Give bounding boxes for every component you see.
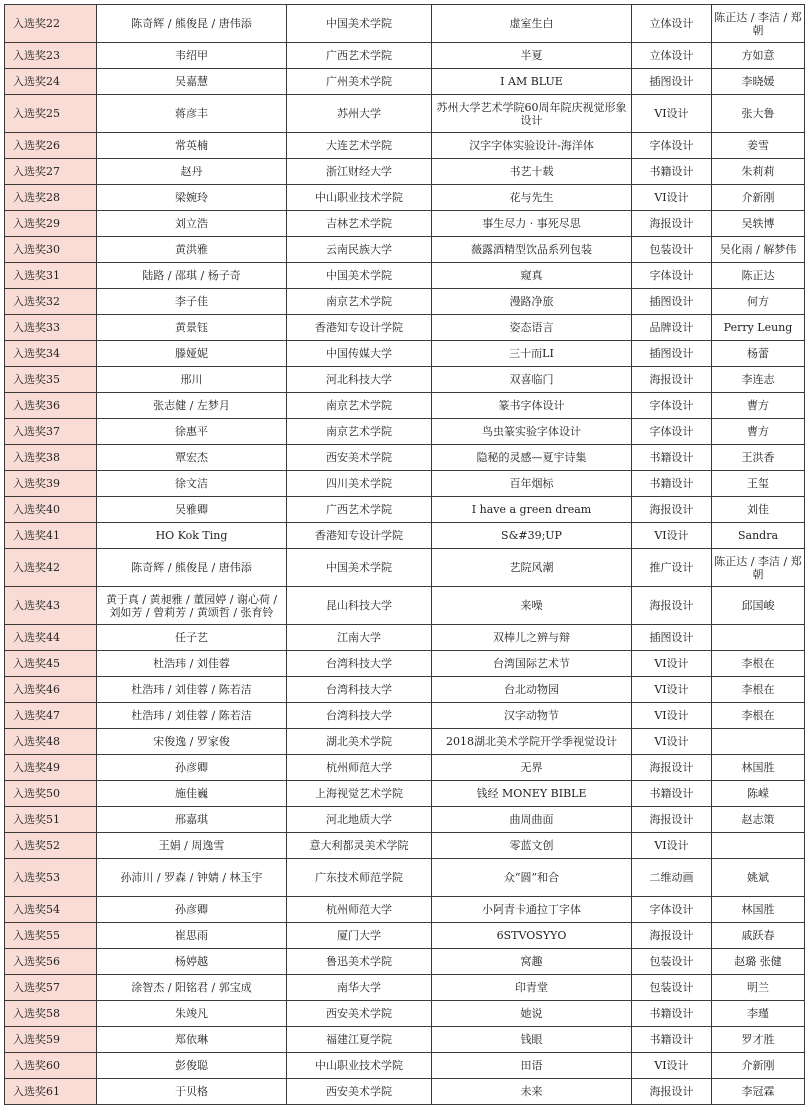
school-cell: 南京艺术学院	[287, 393, 432, 419]
school-cell: 南京艺术学院	[287, 289, 432, 315]
school-cell: 杭州师范大学	[287, 897, 432, 923]
work-title-cell: 书艺十载	[432, 159, 632, 185]
table-row	[5, 923, 805, 949]
award-cell: 入选奖46	[5, 677, 97, 703]
work-title-cell: 田语	[432, 1053, 632, 1079]
work-title-cell: 小阿青卡通拉丁字体	[432, 897, 632, 923]
author-cell: 陈奇辉 / 熊俊昆 / 唐伟添	[97, 549, 287, 587]
school-cell: 南华大学	[287, 975, 432, 1001]
author-cell: 于贝格	[97, 1079, 287, 1105]
category-cell: VI设计	[632, 95, 712, 133]
table-row	[5, 1027, 805, 1053]
work-title-cell: 苏州大学艺术学院60周年院庆视觉形象设计	[432, 95, 632, 133]
school-cell: 河北地质大学	[287, 807, 432, 833]
award-cell: 入选奖33	[5, 315, 97, 341]
author-cell: 朱竣凡	[97, 1001, 287, 1027]
author-cell: 彭俊聪	[97, 1053, 287, 1079]
award-table-body	[5, 5, 805, 1105]
category-cell: VI设计	[632, 729, 712, 755]
advisor-cell: 李冠霖	[712, 1079, 805, 1105]
author-cell: 崔思雨	[97, 923, 287, 949]
award-cell: 入选奖55	[5, 923, 97, 949]
author-cell: 徐文洁	[97, 471, 287, 497]
work-title-cell: 她说	[432, 1001, 632, 1027]
work-title-cell: 双喜临门	[432, 367, 632, 393]
advisor-cell: 曹方	[712, 393, 805, 419]
category-cell: 书籍设计	[632, 159, 712, 185]
award-cell: 入选奖42	[5, 549, 97, 587]
table-row	[5, 1053, 805, 1079]
advisor-cell: 王玺	[712, 471, 805, 497]
advisor-cell: 明兰	[712, 975, 805, 1001]
category-cell: 字体设计	[632, 419, 712, 445]
school-cell: 四川美术学院	[287, 471, 432, 497]
table-row	[5, 237, 805, 263]
author-cell: HO Kok Ting	[97, 523, 287, 549]
work-title-cell: 隐秘的灵感—夏宇诗集	[432, 445, 632, 471]
award-cell: 入选奖56	[5, 949, 97, 975]
award-cell: 入选奖30	[5, 237, 97, 263]
category-cell: 插图设计	[632, 625, 712, 651]
advisor-cell: 李瑾	[712, 1001, 805, 1027]
author-cell: 杨婷越	[97, 949, 287, 975]
category-cell: 包装设计	[632, 237, 712, 263]
author-cell: 吴雅卿	[97, 497, 287, 523]
table-row	[5, 949, 805, 975]
work-title-cell: 窝趣	[432, 949, 632, 975]
award-cell: 入选奖45	[5, 651, 97, 677]
author-cell: 陈奇辉 / 熊俊昆 / 唐伟添	[97, 5, 287, 43]
school-cell: 杭州师范大学	[287, 755, 432, 781]
school-cell: 昆山科技大学	[287, 587, 432, 625]
award-cell: 入选奖38	[5, 445, 97, 471]
category-cell: 二维动画	[632, 859, 712, 897]
category-cell: 书籍设计	[632, 445, 712, 471]
author-cell: 赵丹	[97, 159, 287, 185]
category-cell: 立体设计	[632, 5, 712, 43]
table-row	[5, 587, 805, 625]
category-cell: VI设计	[632, 677, 712, 703]
table-row	[5, 95, 805, 133]
work-title-cell: 台北动物园	[432, 677, 632, 703]
work-title-cell: S&#39;UP	[432, 523, 632, 549]
table-row	[5, 781, 805, 807]
category-cell: 海报设计	[632, 807, 712, 833]
school-cell: 上海视觉艺术学院	[287, 781, 432, 807]
category-cell: 海报设计	[632, 211, 712, 237]
work-title-cell: 窥真	[432, 263, 632, 289]
author-cell: 滕娅妮	[97, 341, 287, 367]
advisor-cell: 陈嵘	[712, 781, 805, 807]
school-cell: 河北科技大学	[287, 367, 432, 393]
work-title-cell: 事生尽力 · 事死尽思	[432, 211, 632, 237]
work-title-cell: 来噪	[432, 587, 632, 625]
award-cell: 入选奖47	[5, 703, 97, 729]
award-cell: 入选奖58	[5, 1001, 97, 1027]
category-cell: VI设计	[632, 833, 712, 859]
award-cell: 入选奖41	[5, 523, 97, 549]
school-cell: 香港知专设计学院	[287, 523, 432, 549]
school-cell: 云南民族大学	[287, 237, 432, 263]
advisor-cell: 吴化雨 / 解梦伟	[712, 237, 805, 263]
advisor-cell: 林国胜	[712, 897, 805, 923]
category-cell: 字体设计	[632, 393, 712, 419]
work-title-cell: 零蓝文创	[432, 833, 632, 859]
award-cell: 入选奖49	[5, 755, 97, 781]
category-cell: 包装设计	[632, 975, 712, 1001]
work-title-cell: 无界	[432, 755, 632, 781]
advisor-cell: 赵璐 张健	[712, 949, 805, 975]
table-row	[5, 625, 805, 651]
school-cell: 湖北美术学院	[287, 729, 432, 755]
advisor-cell: 李根在	[712, 677, 805, 703]
category-cell: VI设计	[632, 185, 712, 211]
school-cell: 台湾科技大学	[287, 677, 432, 703]
table-row	[5, 1001, 805, 1027]
category-cell: 字体设计	[632, 263, 712, 289]
table-row	[5, 159, 805, 185]
table-row	[5, 651, 805, 677]
work-title-cell: I have a green dream	[432, 497, 632, 523]
advisor-cell: 邱国峻	[712, 587, 805, 625]
table-row	[5, 393, 805, 419]
author-cell: 王娟 / 周逸雪	[97, 833, 287, 859]
advisor-cell: 介新刚	[712, 1053, 805, 1079]
work-title-cell: 姿态语言	[432, 315, 632, 341]
work-title-cell: 虚室生白	[432, 5, 632, 43]
author-cell: 郑依琳	[97, 1027, 287, 1053]
table-row	[5, 5, 805, 43]
table-row	[5, 523, 805, 549]
author-cell: 覃宏杰	[97, 445, 287, 471]
award-cell: 入选奖40	[5, 497, 97, 523]
category-cell: 插图设计	[632, 289, 712, 315]
award-cell: 入选奖37	[5, 419, 97, 445]
author-cell: 孙彦卿	[97, 897, 287, 923]
table-row	[5, 703, 805, 729]
award-cell: 入选奖27	[5, 159, 97, 185]
school-cell: 厦门大学	[287, 923, 432, 949]
advisor-cell: 陈正达	[712, 263, 805, 289]
advisor-cell: 陈正达 / 李洁 / 郑朝	[712, 549, 805, 587]
school-cell: 福建江夏学院	[287, 1027, 432, 1053]
table-row	[5, 975, 805, 1001]
table-row	[5, 549, 805, 587]
author-cell: 孙沛川 / 罗森 / 钟婧 / 林玉宇	[97, 859, 287, 897]
category-cell: 海报设计	[632, 923, 712, 949]
category-cell: 插图设计	[632, 341, 712, 367]
advisor-cell: 介新刚	[712, 185, 805, 211]
table-row	[5, 43, 805, 69]
table-row	[5, 897, 805, 923]
table-row	[5, 289, 805, 315]
advisor-cell: 何方	[712, 289, 805, 315]
award-cell: 入选奖39	[5, 471, 97, 497]
award-cell: 入选奖23	[5, 43, 97, 69]
work-title-cell: 汉字动物节	[432, 703, 632, 729]
award-cell: 入选奖44	[5, 625, 97, 651]
category-cell: 立体设计	[632, 43, 712, 69]
author-cell: 宋俊逸 / 罗家俊	[97, 729, 287, 755]
advisor-cell: 姚斌	[712, 859, 805, 897]
author-cell: 邢嘉琪	[97, 807, 287, 833]
award-cell: 入选奖28	[5, 185, 97, 211]
advisor-cell: 李连志	[712, 367, 805, 393]
award-cell: 入选奖35	[5, 367, 97, 393]
author-cell: 黄景钰	[97, 315, 287, 341]
category-cell: 插图设计	[632, 69, 712, 95]
author-cell: 施佳巍	[97, 781, 287, 807]
table-row	[5, 729, 805, 755]
advisor-cell: 姜雪	[712, 133, 805, 159]
advisor-cell: 王洪香	[712, 445, 805, 471]
work-title-cell: 薇露酒精型饮品系列包装	[432, 237, 632, 263]
author-cell: 杜浩玮 / 刘佳蓉 / 陈若洁	[97, 703, 287, 729]
author-cell: 邢川	[97, 367, 287, 393]
author-cell: 徐惠平	[97, 419, 287, 445]
work-title-cell: 艺院风潮	[432, 549, 632, 587]
school-cell: 浙江财经大学	[287, 159, 432, 185]
work-title-cell: 2018湖北美术学院开学季视觉设计	[432, 729, 632, 755]
category-cell: 推广设计	[632, 549, 712, 587]
work-title-cell: 篆书字体设计	[432, 393, 632, 419]
award-cell: 入选奖24	[5, 69, 97, 95]
table-row	[5, 263, 805, 289]
table-row	[5, 185, 805, 211]
category-cell: 海报设计	[632, 755, 712, 781]
school-cell: 台湾科技大学	[287, 703, 432, 729]
advisor-cell: 陈正达 / 李洁 / 郑朝	[712, 5, 805, 43]
award-cell: 入选奖53	[5, 859, 97, 897]
award-cell: 入选奖54	[5, 897, 97, 923]
category-cell: VI设计	[632, 523, 712, 549]
advisor-cell: 林国胜	[712, 755, 805, 781]
work-title-cell: 印青堂	[432, 975, 632, 1001]
award-cell: 入选奖52	[5, 833, 97, 859]
work-title-cell: I AM BLUE	[432, 69, 632, 95]
author-cell: 梁婉玲	[97, 185, 287, 211]
table-row	[5, 133, 805, 159]
category-cell: VI设计	[632, 703, 712, 729]
advisor-cell	[712, 729, 805, 755]
table-row	[5, 419, 805, 445]
author-cell: 陆路 / 邵琪 / 杨子奇	[97, 263, 287, 289]
advisor-cell	[712, 625, 805, 651]
advisor-cell: 朱莉莉	[712, 159, 805, 185]
table-row	[5, 445, 805, 471]
award-cell: 入选奖32	[5, 289, 97, 315]
author-cell: 李子佳	[97, 289, 287, 315]
advisor-cell: 李晓媛	[712, 69, 805, 95]
award-cell: 入选奖57	[5, 975, 97, 1001]
advisor-cell: 张大鲁	[712, 95, 805, 133]
award-cell: 入选奖36	[5, 393, 97, 419]
school-cell: 鲁迅美术学院	[287, 949, 432, 975]
category-cell: 品牌设计	[632, 315, 712, 341]
table-row	[5, 341, 805, 367]
table-row	[5, 1079, 805, 1105]
school-cell: 吉林艺术学院	[287, 211, 432, 237]
advisor-cell: 李根在	[712, 703, 805, 729]
table-row	[5, 859, 805, 897]
school-cell: 台湾科技大学	[287, 651, 432, 677]
category-cell: 海报设计	[632, 1079, 712, 1105]
school-cell: 中国美术学院	[287, 5, 432, 43]
school-cell: 大连艺术学院	[287, 133, 432, 159]
award-cell: 入选奖25	[5, 95, 97, 133]
category-cell: 书籍设计	[632, 1027, 712, 1053]
category-cell: 海报设计	[632, 367, 712, 393]
table-row	[5, 497, 805, 523]
school-cell: 中山职业技术学院	[287, 1053, 432, 1079]
work-title-cell: 钱经 MONEY BIBLE	[432, 781, 632, 807]
school-cell: 意大利都灵美术学院	[287, 833, 432, 859]
author-cell: 张志健 / 左梦月	[97, 393, 287, 419]
table-row	[5, 677, 805, 703]
category-cell: VI设计	[632, 651, 712, 677]
author-cell: 韦绍甲	[97, 43, 287, 69]
work-title-cell: 台湾国际艺术节	[432, 651, 632, 677]
school-cell: 香港知专设计学院	[287, 315, 432, 341]
advisor-cell: 罗才胜	[712, 1027, 805, 1053]
work-title-cell: 漫路净旅	[432, 289, 632, 315]
school-cell: 广西艺术学院	[287, 497, 432, 523]
work-title-cell: 众“圆”和合	[432, 859, 632, 897]
author-cell: 孙彦卿	[97, 755, 287, 781]
award-cell: 入选奖60	[5, 1053, 97, 1079]
school-cell: 西安美术学院	[287, 1079, 432, 1105]
table-row	[5, 755, 805, 781]
advisor-cell: 方如意	[712, 43, 805, 69]
author-cell: 黄于真 / 黄昶雅 / 董园婷 / 谢心荷 / 刘如芳 / 曾莉芳 / 黄颂哲 / 张育铃	[97, 587, 287, 625]
school-cell: 苏州大学	[287, 95, 432, 133]
category-cell: 海报设计	[632, 497, 712, 523]
school-cell: 广州美术学院	[287, 69, 432, 95]
table-row	[5, 471, 805, 497]
advisor-cell: 戚跃春	[712, 923, 805, 949]
author-cell: 涂智杰 / 阳铭君 / 郭宝成	[97, 975, 287, 1001]
school-cell: 中山职业技术学院	[287, 185, 432, 211]
advisor-cell: 刘佳	[712, 497, 805, 523]
work-title-cell: 三十而LI	[432, 341, 632, 367]
work-title-cell: 百年烟标	[432, 471, 632, 497]
author-cell: 杜浩玮 / 刘佳蓉	[97, 651, 287, 677]
work-title-cell: 未来	[432, 1079, 632, 1105]
school-cell: 中国传媒大学	[287, 341, 432, 367]
work-title-cell: 汉字字体实验设计-海洋体	[432, 133, 632, 159]
school-cell: 中国美术学院	[287, 549, 432, 587]
school-cell: 西安美术学院	[287, 1001, 432, 1027]
author-cell: 蒋彦丰	[97, 95, 287, 133]
category-cell: 书籍设计	[632, 1001, 712, 1027]
school-cell: 广西艺术学院	[287, 43, 432, 69]
category-cell: 书籍设计	[632, 471, 712, 497]
advisor-cell: 李根在	[712, 651, 805, 677]
school-cell: 中国美术学院	[287, 263, 432, 289]
advisor-cell: 赵志策	[712, 807, 805, 833]
award-cell: 入选奖61	[5, 1079, 97, 1105]
author-cell: 刘立浩	[97, 211, 287, 237]
advisor-cell: 曹方	[712, 419, 805, 445]
school-cell: 江南大学	[287, 625, 432, 651]
advisor-cell	[712, 833, 805, 859]
award-cell: 入选奖59	[5, 1027, 97, 1053]
table-row	[5, 833, 805, 859]
award-cell: 入选奖34	[5, 341, 97, 367]
category-cell: VI设计	[632, 1053, 712, 1079]
work-title-cell: 6STVOSYYO	[432, 923, 632, 949]
work-title-cell: 半夏	[432, 43, 632, 69]
award-table	[4, 4, 805, 1105]
work-title-cell: 花与先生	[432, 185, 632, 211]
category-cell: 书籍设计	[632, 781, 712, 807]
award-cell: 入选奖43	[5, 587, 97, 625]
author-cell: 任子艺	[97, 625, 287, 651]
author-cell: 杜浩玮 / 刘佳蓉 / 陈若洁	[97, 677, 287, 703]
category-cell: 包装设计	[632, 949, 712, 975]
advisor-cell: 吴轶博	[712, 211, 805, 237]
table-row	[5, 807, 805, 833]
category-cell: 字体设计	[632, 133, 712, 159]
award-cell: 入选奖51	[5, 807, 97, 833]
advisor-cell: Sandra	[712, 523, 805, 549]
category-cell: 字体设计	[632, 897, 712, 923]
work-title-cell: 曲周曲面	[432, 807, 632, 833]
work-title-cell: 双棒儿之辨与辩	[432, 625, 632, 651]
school-cell: 西安美术学院	[287, 445, 432, 471]
award-cell: 入选奖31	[5, 263, 97, 289]
advisor-cell: Perry Leung	[712, 315, 805, 341]
table-row	[5, 367, 805, 393]
table-row	[5, 315, 805, 341]
advisor-cell: 杨蕾	[712, 341, 805, 367]
school-cell: 广东技术师范学院	[287, 859, 432, 897]
author-cell: 吴嘉慧	[97, 69, 287, 95]
school-cell: 南京艺术学院	[287, 419, 432, 445]
award-cell: 入选奖22	[5, 5, 97, 43]
table-row	[5, 211, 805, 237]
award-cell: 入选奖29	[5, 211, 97, 237]
author-cell: 常英楠	[97, 133, 287, 159]
award-cell: 入选奖26	[5, 133, 97, 159]
author-cell: 黄洪雅	[97, 237, 287, 263]
award-cell: 入选奖50	[5, 781, 97, 807]
work-title-cell: 鸟虫篆实验字体设计	[432, 419, 632, 445]
table-row	[5, 69, 805, 95]
work-title-cell: 钱眼	[432, 1027, 632, 1053]
category-cell: 海报设计	[632, 587, 712, 625]
award-cell: 入选奖48	[5, 729, 97, 755]
